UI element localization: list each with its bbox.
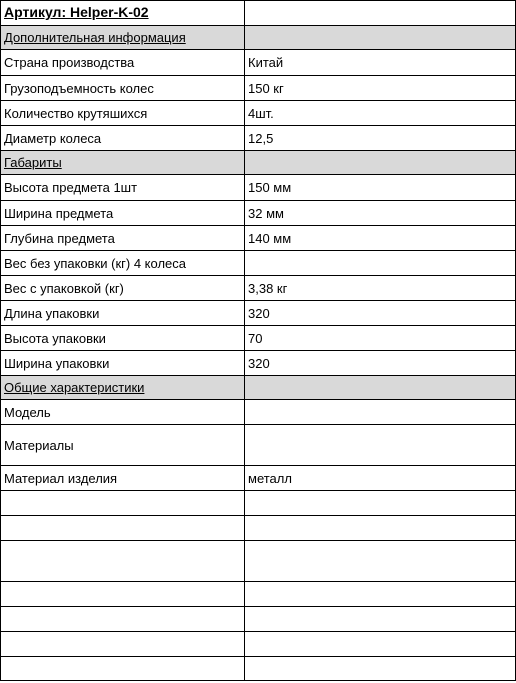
empty-cell[interactable] bbox=[1, 491, 245, 516]
table-row bbox=[1, 326, 516, 351]
table-row bbox=[1, 201, 516, 226]
row-label[interactable]: Модель bbox=[1, 400, 245, 425]
row-value[interactable]: 4шт. bbox=[245, 101, 516, 126]
empty-row bbox=[1, 657, 516, 681]
row-value[interactable]: 150 мм bbox=[245, 175, 516, 201]
row-label[interactable]: Вес без упаковки (кг) 4 колеса bbox=[1, 251, 245, 276]
row-label[interactable]: Ширина предмета bbox=[1, 201, 245, 226]
row-label[interactable]: Глубина предмета bbox=[1, 226, 245, 251]
section-row bbox=[1, 151, 516, 175]
row-value[interactable]: 150 кг bbox=[245, 76, 516, 101]
empty-row bbox=[1, 516, 516, 541]
row-value[interactable] bbox=[245, 425, 516, 466]
title-value-cell[interactable] bbox=[245, 1, 516, 26]
row-label[interactable]: Ширина упаковки bbox=[1, 351, 245, 376]
table-row bbox=[1, 101, 516, 126]
section-row bbox=[1, 376, 516, 400]
table-row bbox=[1, 226, 516, 251]
empty-cell[interactable] bbox=[1, 541, 245, 582]
empty-cell[interactable] bbox=[1, 516, 245, 541]
row-label[interactable]: Материалы bbox=[1, 425, 245, 466]
table-row bbox=[1, 175, 516, 201]
row-value[interactable]: 320 bbox=[245, 351, 516, 376]
table-row bbox=[1, 400, 516, 425]
table-row bbox=[1, 301, 516, 326]
section-value-cell[interactable] bbox=[245, 26, 516, 50]
row-label[interactable]: Грузоподъемность колес bbox=[1, 76, 245, 101]
empty-cell[interactable] bbox=[245, 491, 516, 516]
row-value[interactable]: 3,38 кг bbox=[245, 276, 516, 301]
row-value[interactable]: 12,5 bbox=[245, 126, 516, 151]
row-value[interactable]: 70 bbox=[245, 326, 516, 351]
row-label[interactable]: Количество крутяшихся bbox=[1, 101, 245, 126]
empty-cell[interactable] bbox=[245, 657, 516, 681]
table-row bbox=[1, 466, 516, 491]
row-value[interactable]: 320 bbox=[245, 301, 516, 326]
row-label[interactable]: Длина упаковки bbox=[1, 301, 245, 326]
row-value[interactable]: 140 мм bbox=[245, 226, 516, 251]
empty-cell[interactable] bbox=[245, 541, 516, 582]
table-row bbox=[1, 251, 516, 276]
section-header-extra-info[interactable]: Дополнительная информация bbox=[1, 26, 245, 50]
section-row bbox=[1, 26, 516, 50]
table-row bbox=[1, 76, 516, 101]
row-value[interactable] bbox=[245, 400, 516, 425]
section-value-cell[interactable] bbox=[245, 376, 516, 400]
row-label[interactable]: Вес с упаковкой (кг) bbox=[1, 276, 245, 301]
row-label[interactable]: Высота предмета 1шт bbox=[1, 175, 245, 201]
table-row bbox=[1, 351, 516, 376]
table-row bbox=[1, 126, 516, 151]
empty-row bbox=[1, 541, 516, 582]
table-row bbox=[1, 276, 516, 301]
table-row bbox=[1, 425, 516, 466]
row-value[interactable]: металл bbox=[245, 466, 516, 491]
empty-cell[interactable] bbox=[245, 632, 516, 657]
empty-row bbox=[1, 582, 516, 607]
row-label[interactable]: Диаметр колеса bbox=[1, 126, 245, 151]
table-row bbox=[1, 50, 516, 76]
row-label[interactable]: Высота упаковки bbox=[1, 326, 245, 351]
article-title[interactable]: Артикул: Helper-K-02 bbox=[1, 1, 245, 26]
row-value[interactable] bbox=[245, 251, 516, 276]
empty-row bbox=[1, 632, 516, 657]
empty-cell[interactable] bbox=[245, 582, 516, 607]
empty-cell[interactable] bbox=[1, 657, 245, 681]
empty-row bbox=[1, 607, 516, 632]
empty-cell[interactable] bbox=[245, 607, 516, 632]
row-label[interactable]: Материал изделия bbox=[1, 466, 245, 491]
empty-row bbox=[1, 491, 516, 516]
section-header-dimensions[interactable]: Габариты bbox=[1, 151, 245, 175]
row-label[interactable]: Страна производства bbox=[1, 50, 245, 76]
empty-cell[interactable] bbox=[1, 632, 245, 657]
empty-cell[interactable] bbox=[1, 607, 245, 632]
row-value[interactable]: Китай bbox=[245, 50, 516, 76]
empty-cell[interactable] bbox=[245, 516, 516, 541]
empty-cell[interactable] bbox=[1, 582, 245, 607]
section-value-cell[interactable] bbox=[245, 151, 516, 175]
row-value[interactable]: 32 мм bbox=[245, 201, 516, 226]
title-row bbox=[1, 1, 516, 26]
section-header-general[interactable]: Общие характеристики bbox=[1, 376, 245, 400]
